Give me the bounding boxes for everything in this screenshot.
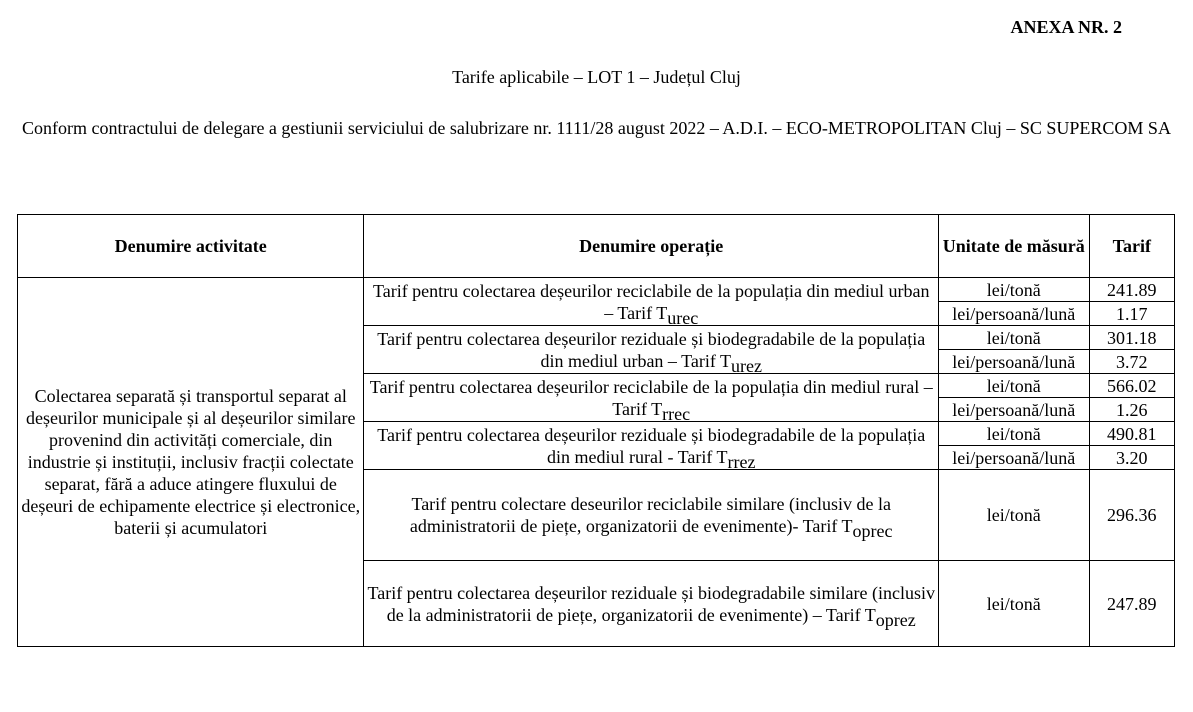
tariff-cell: 3.72: [1089, 350, 1174, 374]
operation-cell: [364, 470, 938, 561]
operation-cell: [364, 326, 938, 374]
operation-text: Tarif pentru colectarea deșeurilor reziduale și biodegradabile similare (inclusiv de la administratorii de piețe, organizatorii de evenimente) – Tarif T: [367, 582, 935, 625]
operation-text: Tarif pentru colectarea deșeurilor reciclabile de la populația din mediul rural – Tarif T: [369, 376, 933, 419]
tariff-cell: 247.89: [1089, 561, 1174, 647]
activity-description: Colectarea separată și transportul separat al deșeurilor municipale și al deșeurilor similare provenind din activități comerciale, din industrie și instituții, inclusiv fracții colectate separat, fără a aduce atingere fluxului de deșeuri de echipamente electrice și electronice, baterii și acumulatori: [18, 278, 364, 647]
operation-subscript: oprez: [875, 609, 916, 630]
column-header-unit: Unitate de măsură: [938, 215, 1089, 278]
tariff-cell: 1.26: [1089, 398, 1174, 422]
operation-subscript: urec: [667, 307, 699, 328]
unit-cell: lei/tonă: [938, 278, 1089, 302]
operation-subscript: rrec: [662, 403, 691, 424]
operation-subscript: rrez: [727, 451, 756, 472]
tariff-cell: 490.81: [1089, 422, 1174, 446]
unit-cell: lei/tonă: [938, 470, 1089, 561]
unit-cell: lei/tonă: [938, 374, 1089, 398]
operation-text: Tarif pentru colectarea deșeurilor reziduale și biodegradabile de la populația din mediul urban – Tarif T: [377, 328, 926, 371]
unit-cell: lei/persoană/lună: [938, 350, 1089, 374]
tariff-cell: 1.17: [1089, 302, 1174, 326]
operation-cell: [364, 422, 938, 470]
annex-number: ANEXA NR. 2: [1010, 17, 1122, 37]
unit-cell: lei/tonă: [938, 326, 1089, 350]
unit-cell: lei/persoană/lună: [938, 398, 1089, 422]
operation-cell: [364, 278, 938, 326]
unit-cell: lei/tonă: [938, 422, 1089, 446]
tariff-cell: 296.36: [1089, 470, 1174, 561]
tariff-cell: 301.18: [1089, 326, 1174, 350]
operation-text: Tarif pentru colectarea deșeurilor reziduale și biodegradabile de la populația din mediul rural - Tarif T: [377, 424, 926, 467]
column-header-operation: Denumire operație: [364, 215, 938, 278]
tariff-table: [17, 214, 1175, 647]
document-subtitle: Conform contractului de delegare a gestiunii serviciului de salubrizare nr. 1111/28 august 2022 – A.D.I. – ECO-METROPOLITAN Cluj – SC SUPERCOM SA: [22, 118, 1171, 138]
column-header-activity: Denumire activitate: [18, 215, 364, 278]
operation-cell: [364, 561, 938, 647]
unit-cell: lei/tonă: [938, 561, 1089, 647]
document-title: Tarife aplicabile – LOT 1 – Județul Cluj: [452, 67, 741, 87]
column-header-tariff: Tarif: [1089, 215, 1174, 278]
tariff-cell: 566.02: [1089, 374, 1174, 398]
table-row: [18, 278, 1175, 302]
operation-cell: [364, 374, 938, 422]
tariff-cell: 3.20: [1089, 446, 1174, 470]
tariff-cell: 241.89: [1089, 278, 1174, 302]
operation-subscript: urez: [731, 355, 762, 376]
operation-text: Tarif pentru colectarea deșeurilor reciclabile de la populația din mediul urban – Tarif T: [372, 280, 930, 323]
operation-text: Tarif pentru colectare deseurilor reciclabile similare (inclusiv de la administratorii de piețe, organizatorii de evenimente)- Tarif T: [409, 494, 891, 536]
unit-cell: lei/persoană/lună: [938, 446, 1089, 470]
unit-cell: lei/persoană/lună: [938, 302, 1089, 326]
operation-subscript: oprec: [852, 521, 893, 541]
table-header-row: [18, 215, 1175, 278]
